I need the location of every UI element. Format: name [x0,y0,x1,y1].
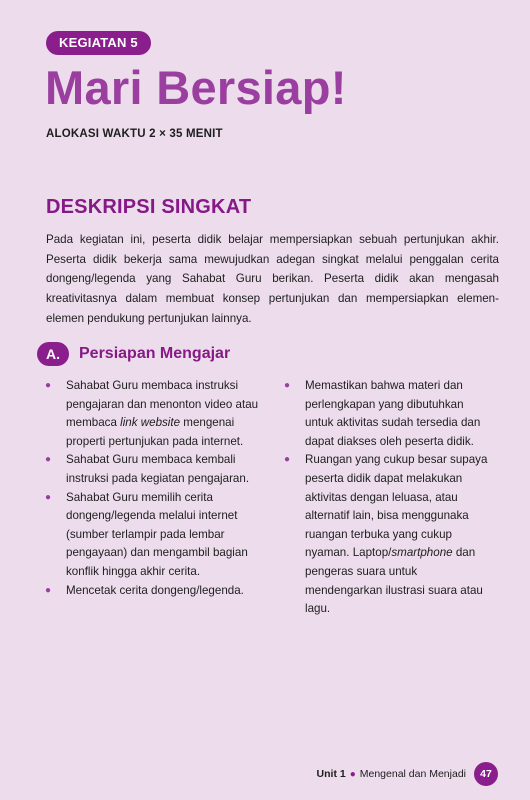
list-item [283,451,495,618]
footer-separator-dot: ● [349,768,356,780]
list-item-text: Ruangan yang cukup besar supaya peserta didik dapat melakukan aktivitas dengan leluasa, atau alternatif lain, bisa menggunaka ruangan terbuka yang cukup nyaman. Laptop/smartphone dan pengeras suara untuk mendengarkan ilustrasi suara atau lagu. [305,453,488,616]
list-item [44,489,269,582]
footer-chapter: Mengenal dan Menjadi [359,768,466,780]
bullet-icon: ● [45,380,52,391]
bullet-icon: ● [45,491,52,503]
activity-badge: KEGIATAN 5 [46,31,151,55]
list-item [283,377,495,451]
list-item [44,582,269,601]
subsection-letter-badge: A. [37,342,69,366]
page-footer [317,762,498,786]
page-number: 47 [474,762,498,786]
list-item-text: Mencetak cerita dongeng/legenda. [66,583,244,597]
list-item-text: Sahabat Guru membaca instruksi pengajaran dan menonton video atau membaca link website mengenai properti pertunjukan pada internet. [66,379,259,448]
section-heading-deskripsi: DESKRIPSI SINGKAT [46,196,252,218]
list-item [44,451,269,488]
page-title: Mari Bersiap! [45,61,347,114]
footer-unit: Unit 1 [316,768,346,780]
time-allocation: ALOKASI WAKTU 2 × 35 MENIT [46,128,223,140]
bullet-icon: ● [45,584,52,596]
bullet-list-right [283,377,495,619]
list-item-text: Sahabat Guru membaca kembali instruksi pada kegiatan pengajaran. [66,453,250,485]
bullet-icon: ● [45,454,52,466]
bullet-icon: ● [284,454,291,466]
bullet-list-left [44,377,269,600]
list-item-text: Memastikan bahwa materi dan perlengkapan yang dibutuhkan untuk aktivitas sudah tersedia dan dapat diakses oleh peserta didik. [305,379,481,448]
subsection-header [37,342,230,366]
list-item [44,377,269,451]
list-item-text: Sahabat Guru memilih cerita dongeng/legenda melalui internet (sumber terlampir pada lembar pengayaan) dan mengambil bagian konflik hingga akhir cerita. [66,490,248,578]
bullet-icon: ● [284,380,291,391]
description-paragraph: Pada kegiatan ini, peserta didik belajar mempersiapkan sebuah pertunjukan akhir. Peserta didik bekerja sama mewujudkan adegan singkat melalui penggalan cerita dongeng/legenda yang Sahabat Guru berikan. Peserta didik akan mengasah kreativitasnya dalam membuat konsep pertunjukan dan mempersiapkan elemen-elemen pendukung pertunjukan lainnya. [46,233,499,325]
subsection-title: Persiapan Mengajar [79,345,231,362]
